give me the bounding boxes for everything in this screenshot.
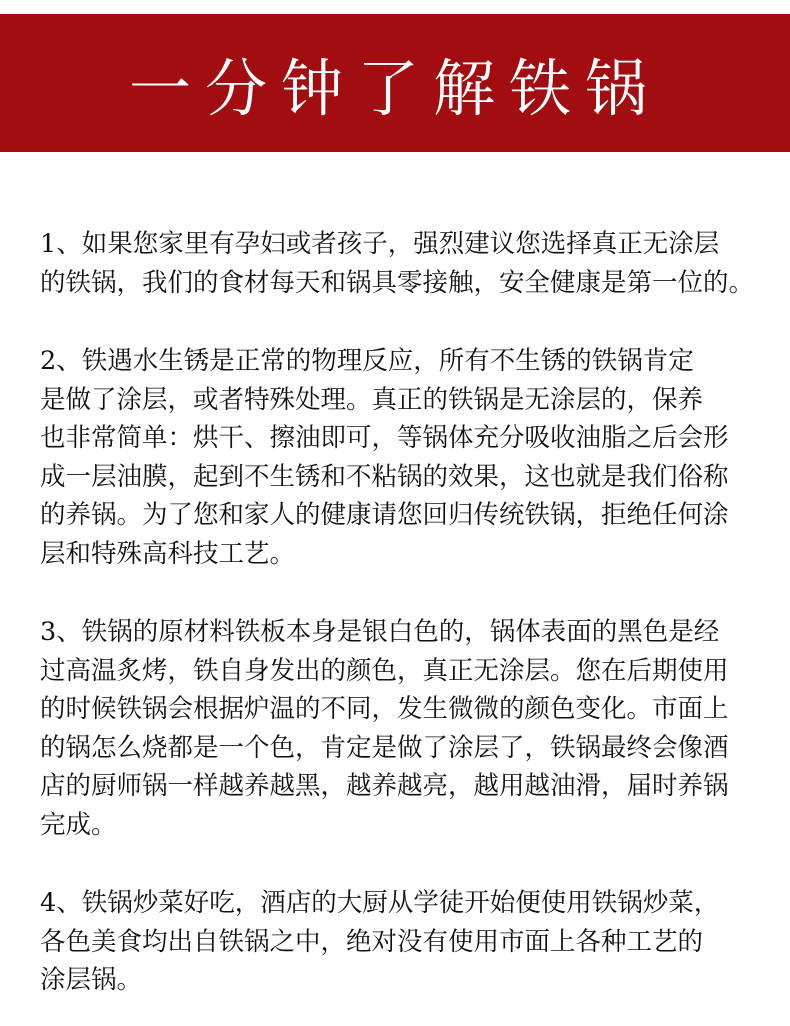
paragraph-line: 4、铁锅炒菜好吃，酒店的大厨从学徒开始便使用铁锅炒菜， bbox=[40, 888, 720, 918]
paragraph-line: 是做了涂层，或者特殊处理。真正的铁锅是无涂层的，保养 bbox=[40, 384, 704, 415]
paragraph-line: 店的厨师锅一样越养越黑，越养越亮，越用越油滑，届时养锅 bbox=[40, 771, 729, 801]
paragraph-line: 也非常简单：烘干、擦油即可，等锅体充分吸收油脂之后会形 bbox=[40, 423, 729, 453]
header-banner bbox=[0, 14, 790, 152]
paragraph-1 bbox=[40, 225, 768, 302]
article-body bbox=[40, 225, 768, 1000]
paragraph-line: 3、铁锅的原材料铁板本身是银白色的，锅体表面的黑色是经 bbox=[40, 617, 720, 647]
paragraph-2 bbox=[40, 342, 768, 573]
paragraph-line: 过高温炙烤，铁自身发出的颜色，真正无涂层。您在后期使用 bbox=[40, 655, 729, 686]
page-title: 一分钟了解铁锅 bbox=[128, 51, 661, 125]
paragraph-line: 完成。 bbox=[40, 809, 117, 840]
paragraph-line: 的时候铁锅会根据炉温的不同，发生微微的颜色变化。市面上 bbox=[40, 694, 729, 724]
paragraph-line: 层和特殊高科技工艺。 bbox=[40, 538, 296, 569]
paragraph-3 bbox=[40, 613, 768, 844]
paragraph-line: 的养锅。为了您和家人的健康请您回归传统铁锅，拒绝任何涂 bbox=[40, 500, 729, 530]
paragraph-line: 1、如果您家里有孕妇或者孩子，强烈建议您选择真正无涂层 bbox=[40, 229, 720, 259]
paragraph-line: 的锅怎么烧都是一个色，肯定是做了涂层了，铁锅最终会像酒 bbox=[40, 732, 729, 763]
paragraph-line: 成一层油膜，起到不生锈和不粘锅的效果，这也就是我们俗称 bbox=[40, 461, 729, 492]
paragraph-line: 涂层锅。 bbox=[40, 965, 143, 995]
paragraph-line: 各色美食均出自铁锅之中，绝对没有使用市面上各种工艺的 bbox=[40, 926, 704, 957]
paragraph-4 bbox=[40, 884, 768, 1000]
paragraph-line: 2、铁遇水生锈是正常的物理反应，所有不生锈的铁锅肯定 bbox=[40, 346, 694, 376]
paragraph-line: 的铁锅，我们的食材每天和锅具零接触，安全健康是第一位的。 bbox=[40, 267, 755, 298]
